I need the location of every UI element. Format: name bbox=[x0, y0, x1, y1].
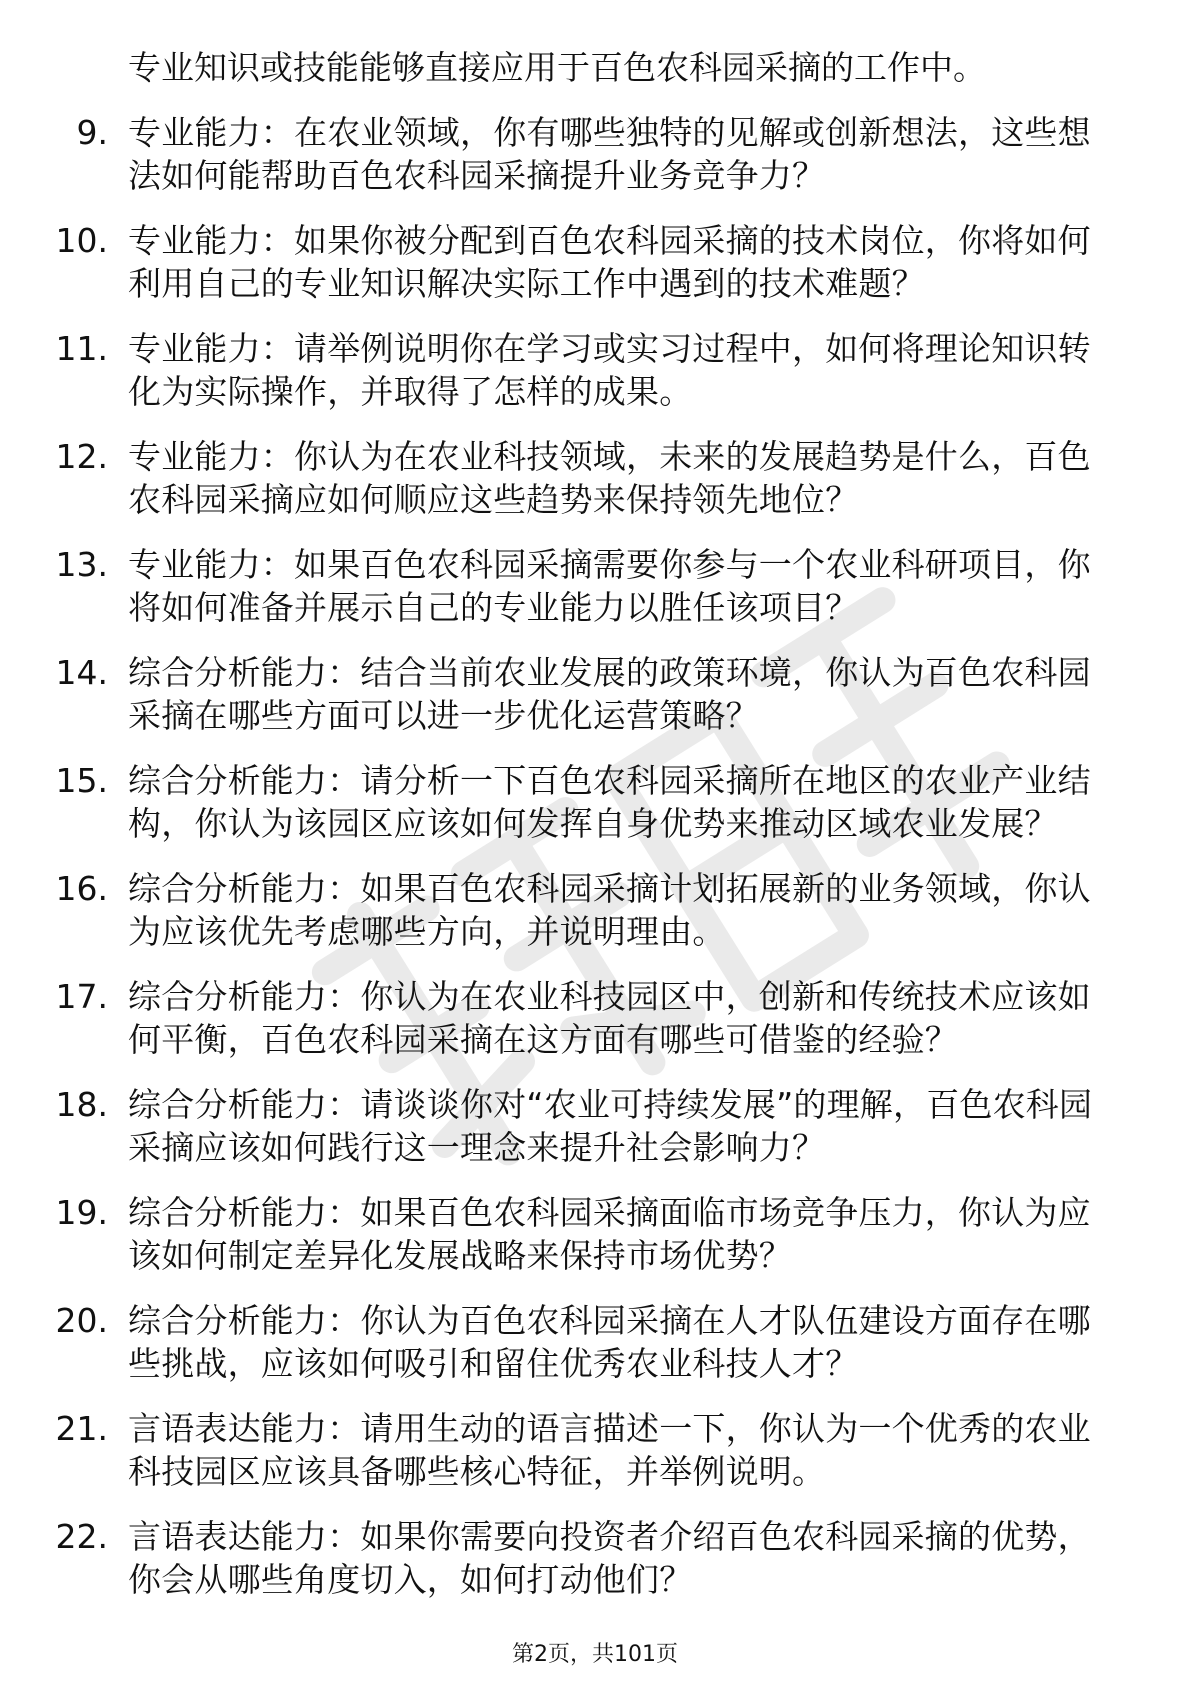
list-item bbox=[0, 219, 1190, 305]
item-number: 12. bbox=[55, 437, 108, 476]
list-item bbox=[0, 435, 1190, 521]
item-text: 专业能力：在农业领域，你有哪些独特的见解或创新想法，这些想法如何能帮助百色农科园采摘提升业务竞争力？ bbox=[128, 113, 1091, 195]
item-text: 专业能力：你认为在农业科技领域，未来的发展趋势是什么，百色农科园采摘应如何顺应这些趋势来保持领先地位？ bbox=[128, 437, 1091, 519]
item-text: 专业能力：请举例说明你在学习或实习过程中，如何将理论知识转化为实际操作，并取得了怎样的成果。 bbox=[128, 329, 1091, 411]
list-item bbox=[0, 1299, 1190, 1385]
item-number: 19. bbox=[55, 1193, 108, 1232]
list-item bbox=[0, 111, 1190, 197]
item-text: 专业能力：如果你被分配到百色农科园采摘的技术岗位，你将如何利用自己的专业知识解决实际工作中遇到的技术难题？ bbox=[128, 221, 1091, 303]
item-number: 13. bbox=[55, 545, 108, 584]
item-text: 综合分析能力：请谈谈你对“农业可持续发展”的理解，百色农科园采摘应该如何践行这一理念来提升社会影响力？ bbox=[128, 1085, 1093, 1167]
list-item bbox=[0, 759, 1190, 845]
item-number: 9. bbox=[76, 113, 108, 152]
question-list bbox=[0, 46, 1190, 1623]
item-text: 综合分析能力：如果百色农科园采摘计划拓展新的业务领域，你认为应该优先考虑哪些方向，并说明理由。 bbox=[128, 869, 1091, 951]
list-item bbox=[0, 1191, 1190, 1277]
item-text: 综合分析能力：请分析一下百色农科园采摘所在地区的农业产业结构，你认为该园区应该如何发挥自身优势来推动区域农业发展？ bbox=[128, 761, 1091, 843]
list-item bbox=[0, 327, 1190, 413]
page-footer: 第2页，共101页 bbox=[512, 1642, 678, 1667]
item-number: 16. bbox=[55, 869, 108, 908]
continuation-text: 专业知识或技能能够直接应用于百色农科园采摘的工作中。 bbox=[128, 48, 986, 87]
item-number: 15. bbox=[55, 761, 108, 800]
item-text: 言语表达能力：请用生动的语言描述一下，你认为一个优秀的农业科技园区应该具备哪些核心特征，并举例说明。 bbox=[128, 1409, 1091, 1491]
list-item bbox=[0, 1407, 1190, 1493]
item-text: 综合分析能力：你认为百色农科园采摘在人才队伍建设方面存在哪些挑战，应该如何吸引和留住优秀农业科技人才？ bbox=[128, 1301, 1091, 1383]
list-item bbox=[0, 1083, 1190, 1169]
list-item bbox=[0, 543, 1190, 629]
list-item bbox=[0, 651, 1190, 737]
list-item bbox=[0, 1515, 1190, 1601]
item-text: 综合分析能力：如果百色农科园采摘面临市场竞争压力，你认为应该如何制定差异化发展战略来保持市场优势？ bbox=[128, 1193, 1091, 1275]
item-text: 言语表达能力：如果你需要向投资者介绍百色农科园采摘的优势，你会从哪些角度切入，如何打动他们？ bbox=[128, 1517, 1091, 1599]
item-text: 综合分析能力：结合当前农业发展的政策环境，你认为百色农科园采摘在哪些方面可以进一步优化运营策略？ bbox=[128, 653, 1091, 735]
item-number: 10. bbox=[55, 221, 108, 260]
item-number: 21. bbox=[55, 1409, 108, 1448]
item-number: 11. bbox=[55, 329, 108, 368]
item-number: 18. bbox=[55, 1085, 108, 1124]
list-item bbox=[0, 867, 1190, 953]
item-number: 20. bbox=[55, 1301, 108, 1340]
list-item bbox=[0, 975, 1190, 1061]
item-number: 22. bbox=[55, 1517, 108, 1556]
item-number: 17. bbox=[55, 977, 108, 1016]
item-number: 14. bbox=[55, 653, 108, 692]
item-text: 综合分析能力：你认为在农业科技园区中，创新和传统技术应该如何平衡，百色农科园采摘在这方面有哪些可借鉴的经验？ bbox=[128, 977, 1091, 1059]
item-text: 专业能力：如果百色农科园采摘需要你参与一个农业科研项目，你将如何准备并展示自己的专业能力以胜任该项目？ bbox=[128, 545, 1091, 627]
